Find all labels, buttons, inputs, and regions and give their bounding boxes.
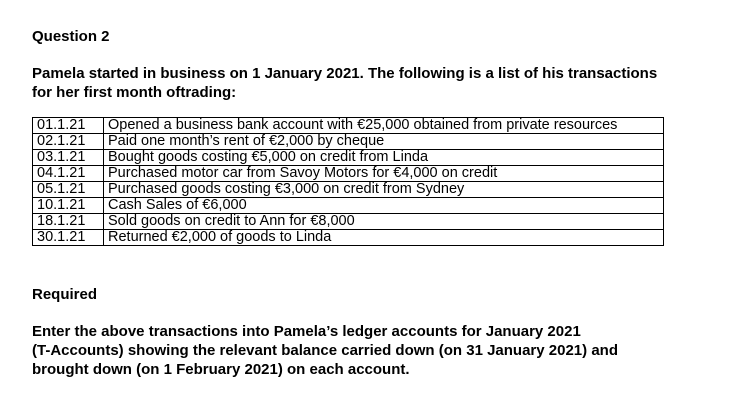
transaction-date: 18.1.21 [33, 214, 104, 230]
transaction-description: Bought goods costing €5,000 on credit from Linda [104, 150, 664, 166]
intro-text-line-2: for her first month oftrading: [32, 84, 237, 101]
transaction-description: Opened a business bank account with €25,000 obtained from private resources [104, 118, 664, 134]
transaction-date: 01.1.21 [33, 118, 104, 134]
transaction-date: 05.1.21 [33, 182, 104, 198]
required-title: Required [32, 286, 98, 303]
question-title: Question 2 [32, 28, 110, 45]
transaction-date: 10.1.21 [33, 198, 104, 214]
table-row [33, 182, 664, 198]
table-row [33, 166, 664, 182]
transaction-date: 30.1.21 [33, 230, 104, 246]
transaction-date: 04.1.21 [33, 166, 104, 182]
instruction-text-line-2: (T-Accounts) showing the relevant balance carried down (on 31 January 2021) and [32, 342, 618, 359]
transaction-description: Cash Sales of €6,000 [104, 198, 664, 214]
table-row [33, 150, 664, 166]
table-row [33, 198, 664, 214]
instruction-text-line-3: brought down (on 1 February 2021) on each account. [32, 361, 410, 378]
transaction-description: Returned €2,000 of goods to Linda [104, 230, 664, 246]
transaction-description: Sold goods on credit to Ann for €8,000 [104, 214, 664, 230]
transaction-description: Paid one month’s rent of €2,000 by cheque [104, 134, 664, 150]
table-row [33, 230, 664, 246]
transactions-table [32, 117, 664, 246]
transaction-description: Purchased goods costing €3,000 on credit from Sydney [104, 182, 664, 198]
transaction-description: Purchased motor car from Savoy Motors for €4,000 on credit [104, 166, 664, 182]
intro-text-line-1: Pamela started in business on 1 January 2021. The following is a list of his transactions [32, 65, 658, 82]
table-row [33, 134, 664, 150]
table-row [33, 118, 664, 134]
transaction-date: 02.1.21 [33, 134, 104, 150]
instruction-text-line-1: Enter the above transactions into Pamela’s ledger accounts for January 2021 [32, 323, 581, 340]
table-row [33, 214, 664, 230]
transaction-date: 03.1.21 [33, 150, 104, 166]
